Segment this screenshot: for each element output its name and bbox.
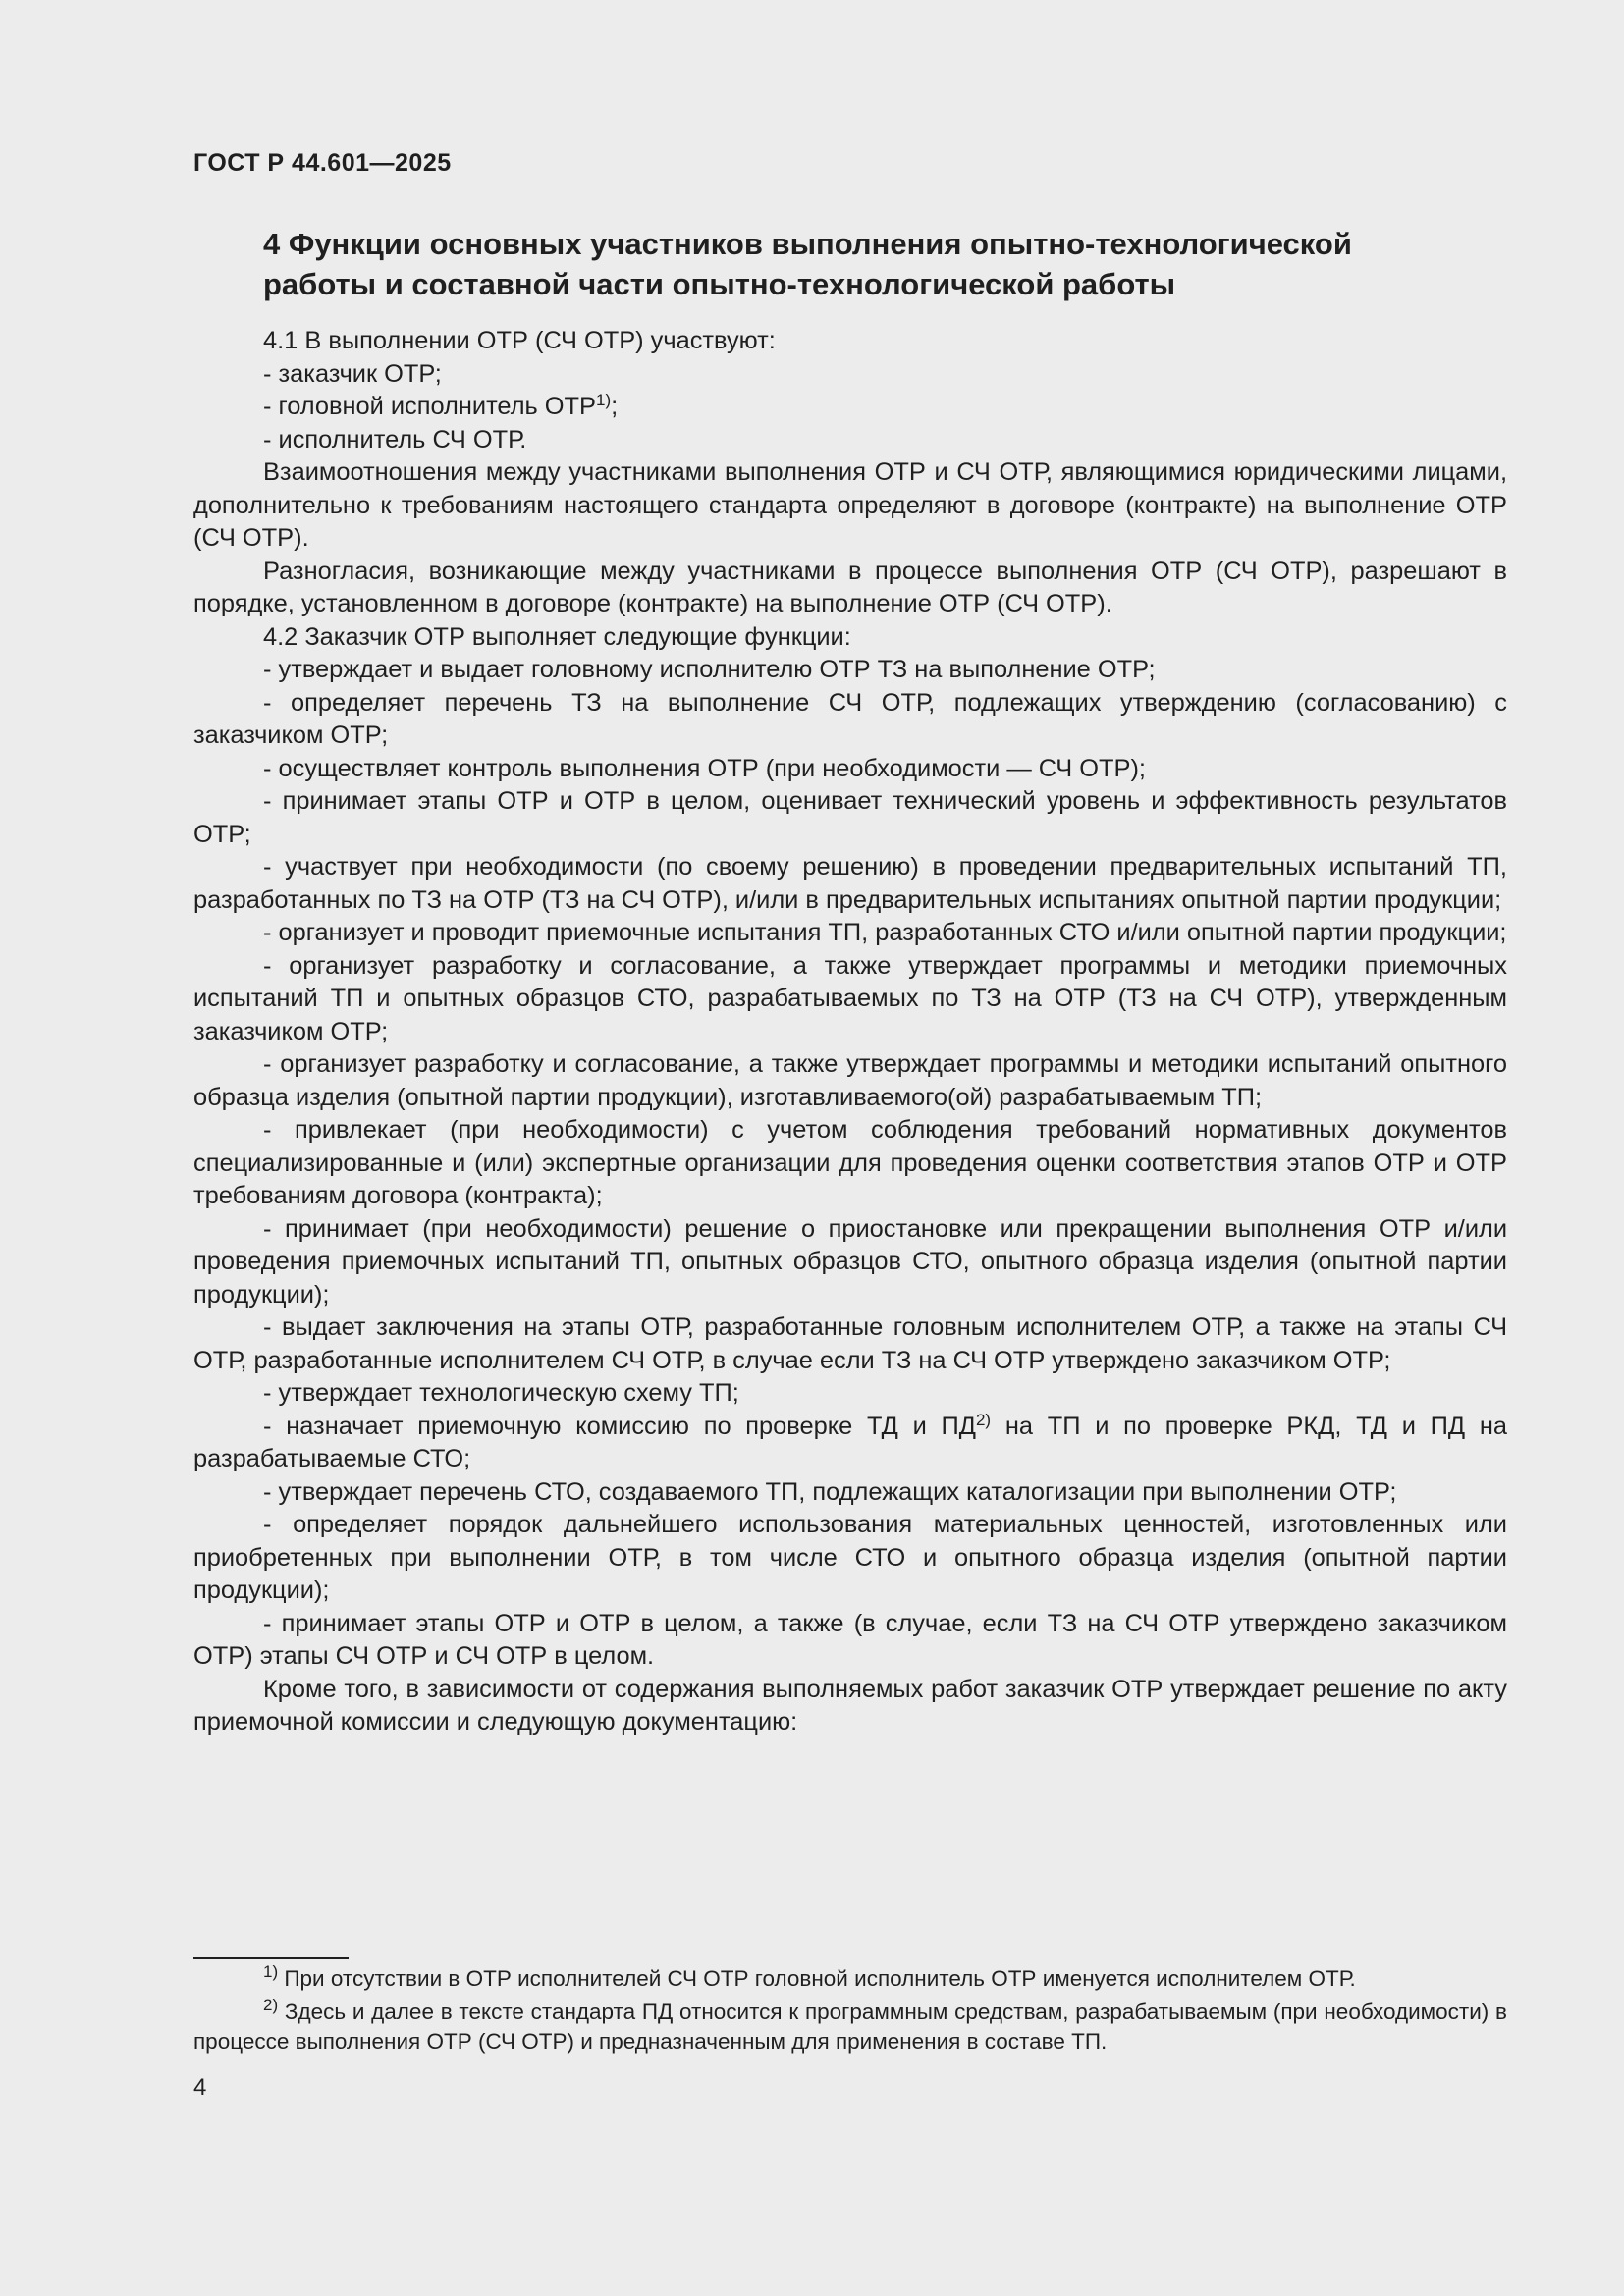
list-item-customer: - заказчик ОТР;: [263, 359, 442, 388]
function-item: - определяет перечень ТЗ на выполнение СЧ ОТР, подлежащих утверждению (согласованию) с заказчиком ОТР;: [193, 688, 1507, 749]
function-item: - участвует при необходимости (по своему решению) в проведении предварительных испытаний ТП, разработанных по ТЗ на ОТР (ТЗ на СЧ ОТР), и/или в предварительных испытаниях опытной партии продукции;: [193, 853, 1507, 914]
list-item-subcontractor: - исполнитель СЧ ОТР.: [263, 425, 527, 454]
function-item: - организует разработку и согласование, а также утверждает программы и методики испытаний опытного образца изделия (опытной партии продукции), изготавливаемого(ой) разрабатываемым ТП;: [193, 1050, 1507, 1111]
function-item: - принимает этапы ОТР и ОТР в целом, а также (в случае, если ТЗ на СЧ ОТР утверждено заказчиком ОТР) этапы СЧ ОТР и СЧ ОТР в целом.: [193, 1609, 1507, 1670]
function-item: - осуществляет контроль выполнения ОТР (при необходимости — СЧ ОТР);: [263, 754, 1146, 782]
standard-designation: ГОСТ Р 44.601—2025: [193, 149, 452, 177]
footnote-2: [193, 1998, 1507, 2056]
footnote-1-text: При отсутствии в ОТР исполнителей СЧ ОТР головной исполнитель ОТР именуется исполнителем ОТР.: [278, 1966, 1356, 1991]
footnote-1-mark: 1): [263, 1962, 279, 1981]
section-heading: [263, 224, 1510, 304]
page-number: 4: [193, 2074, 207, 2101]
paragraph-additional-docs: Кроме того, в зависимости от содержания выполняемых работ заказчик ОТР утверждает решение по акту приемочной комиссии и следующую документацию:: [193, 1675, 1507, 1735]
footnote-2-mark: 2): [263, 1996, 279, 2014]
footnotes: [193, 1964, 1507, 2060]
paragraph-disagreements: Разногласия, возникающие между участниками в процессе выполнения ОТР (СЧ ОТР), разрешают в порядке, установленном в договоре (контракте) на выполнение ОТР (СЧ ОТР).: [193, 557, 1507, 617]
function-item: - назначает приемочную комиссию по проверке ТД и ПД$^{2)}$ на ТП и по проверке РКД, ТД и ПД на разрабатываемые СТО;: [193, 1410, 1507, 1472]
footnote-divider: [193, 1957, 349, 1959]
paragraph-relations: Взаимоотношения между участниками выполнения ОТР и СЧ ОТР, являющимися юридическими лицами, дополнительно к требованиям настоящего стандарта определяют в договоре (контракте) на выполнение ОТР (СЧ ОТР).: [193, 458, 1507, 552]
function-item: - выдает заключения на этапы ОТР, разработанные головным исполнителем ОТР, а также на этапы СЧ ОТР, разработанные исполнителем СЧ ОТР, в случае если ТЗ на СЧ ОТР утверждено заказчиком ОТР;: [193, 1313, 1507, 1374]
function-item: - организует и проводит приемочные испытания ТП, разработанных СТО и/или опытной партии продукции;: [263, 919, 1507, 946]
clause-4-2: 4.2 Заказчик ОТР выполняет следующие функции:: [263, 622, 851, 651]
function-item: - принимает (при необходимости) решение о приостановке или прекращении выполнения ОТР и/или проведения приемочных испытаний ТП, опытных образцов СТО, опытного образца изделия (опытной партии продукции);: [193, 1214, 1507, 1308]
section-heading-line-1: 4 Функции основных участников выполнения опытно-технологической: [263, 227, 1352, 261]
body-text: [193, 325, 1507, 1739]
function-item: - принимает этапы ОТР и ОТР в целом, оценивает технический уровень и эффективность результатов ОТР;: [193, 787, 1507, 848]
footnote-ref-1[interactable]: 1): [596, 391, 612, 409]
footnote-2-text: Здесь и далее в тексте стандарта ПД относится к программным средствам, разрабатываемым (при необходимости) в процессе выполнения ОТР (СЧ ОТР) и предназначенным для применения в составе ТП.: [193, 2000, 1507, 2054]
footnote-ref-2[interactable]: 2): [975, 1410, 992, 1429]
footnote-1: [193, 1964, 1507, 1994]
clause-4-1: 4.1 В выполнении ОТР (СЧ ОТР) участвуют:: [263, 327, 776, 354]
list-item-head-contractor: - головной исполнитель ОТР$^{1)}$;: [263, 391, 619, 420]
section-heading-line-2: работы и составной части опытно-технологической работы: [263, 267, 1176, 301]
function-item: - привлекает (при необходимости) с учетом соблюдения требований нормативных документов специализированные и (или) экспертные организации для проведения оценки соответствия этапов ОТР и ОТР требованиям договора (контракта);: [193, 1116, 1507, 1209]
function-item: - определяет порядок дальнейшего использования материальных ценностей, изготовленных или приобретенных при выполнении ОТР, в том числе СТО и опытного образца изделия (опытной партии продукции);: [193, 1511, 1507, 1604]
function-item: - утверждает перечень СТО, создаваемого ТП, подлежащих каталогизации при выполнении ОТР;: [263, 1477, 1397, 1506]
function-item: - утверждает технологическую схему ТП;: [263, 1379, 739, 1407]
function-item: - утверждает и выдает головному исполнителю ОТР ТЗ на выполнение ОТР;: [263, 656, 1156, 683]
function-item: - организует разработку и согласование, а также утверждает программы и методики приемочных испытаний ТП и опытных образцов СТО, разрабатываемых по ТЗ на ОТР (ТЗ на СЧ ОТР), утвержденным заказчиком ОТР;: [193, 951, 1507, 1045]
